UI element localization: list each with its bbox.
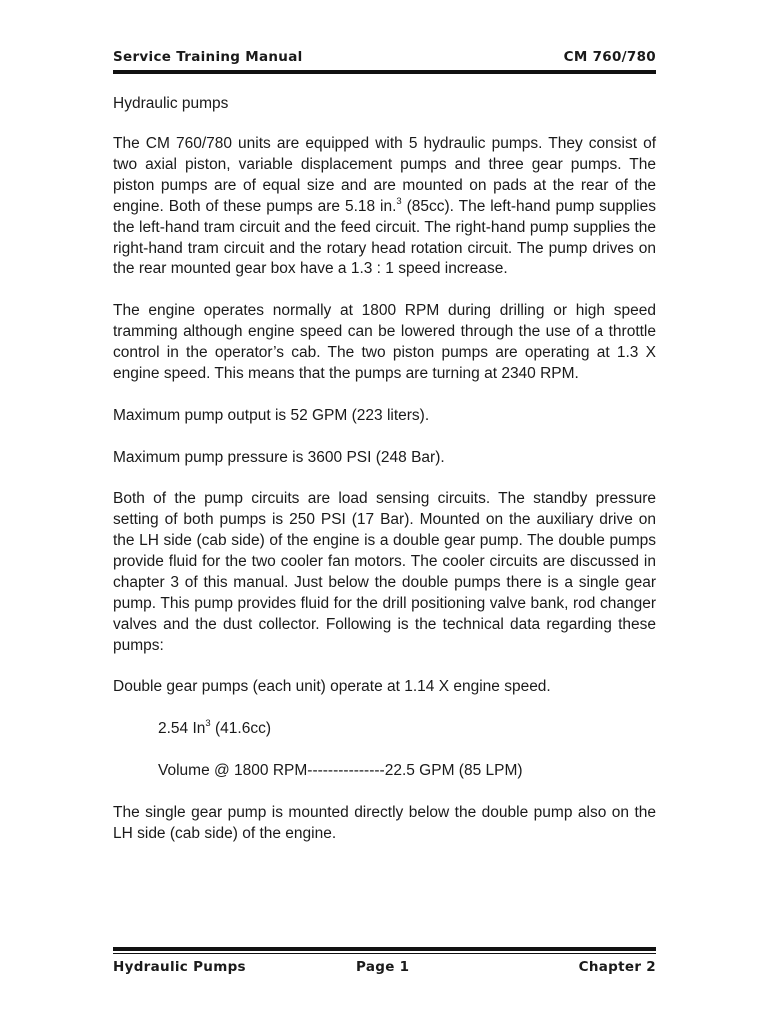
header-model: CM 760/780 — [563, 49, 656, 65]
section-title: Hydraulic pumps — [113, 95, 229, 112]
spec-volume: Volume @ 1800 RPM---------------22.5 GPM (85 LPM) — [158, 762, 523, 780]
paragraph-pump-overview: The CM 760/780 units are equipped with 5 hydraulic pumps. They consist of two axial piston, variable displacement pumps and three gear pumps. The piston pumps are of equal size and are mounted on pads at the rear of the engine. Both of these pumps are 5.18 in.$^3$ (85cc). The left-hand pump supplies the left-hand tram circuit and the feed circuit. The right-hand pump supplies the right-hand tram circuit and the rotary head rotation circuit. The pump drives on the rear mounted gear box have a 1.3 : 1 speed increase. — [113, 135, 656, 278]
footer-chapter: Chapter 2 — [578, 959, 656, 975]
footer-rule-thick — [113, 947, 656, 951]
paragraph-single-gear-pump: The single gear pump is mounted directly below the double pump also on the LH side (cab side) of the engine. — [113, 803, 656, 842]
paragraph-max-pressure: Maximum pump pressure is 3600 PSI (248 Bar). — [113, 448, 445, 466]
paragraph-double-gear-speed: Double gear pumps (each unit) operate at 1.14 X engine speed. — [113, 678, 551, 696]
header-rule — [113, 70, 656, 74]
paragraph-engine-speed: The engine operates normally at 1800 RPM during drilling or high speed tramming although engine speed can be lowered through the use of a throttle control in the operator’s cab. The two piston pumps are operating at 1.3 X engine speed. This means that the pumps are turning at 2340 RPM. — [113, 302, 656, 382]
footer-section: Hydraulic Pumps — [113, 959, 246, 975]
footer-rule-thin — [113, 953, 656, 954]
paragraph-max-output: Maximum pump output is 52 GPM (223 liters). — [113, 406, 430, 424]
paragraph-load-sensing: Both of the pump circuits are load sensing circuits. The standby pressure setting of both pumps is 250 PSI (17 Bar). Mounted on the auxiliary drive on the LH side (cab side) of the engine is a double gear pump. The double pumps provide fluid for the two cooler fan motors. The cooler circuits are discussed in chapter 3 of this manual. Just below the double pumps there is a single gear pump. This pump provides fluid for the drill positioning valve bank, rod changer valves and the dust collector. Following is the technical data regarding these pumps: — [113, 490, 656, 654]
spec-displacement: 2.54 In$^3$ (41.6cc) — [158, 718, 272, 738]
page-body — [113, 94, 656, 845]
header-manual-title: Service Training Manual — [113, 49, 303, 65]
footer-page-number: Page 1 — [356, 959, 410, 975]
